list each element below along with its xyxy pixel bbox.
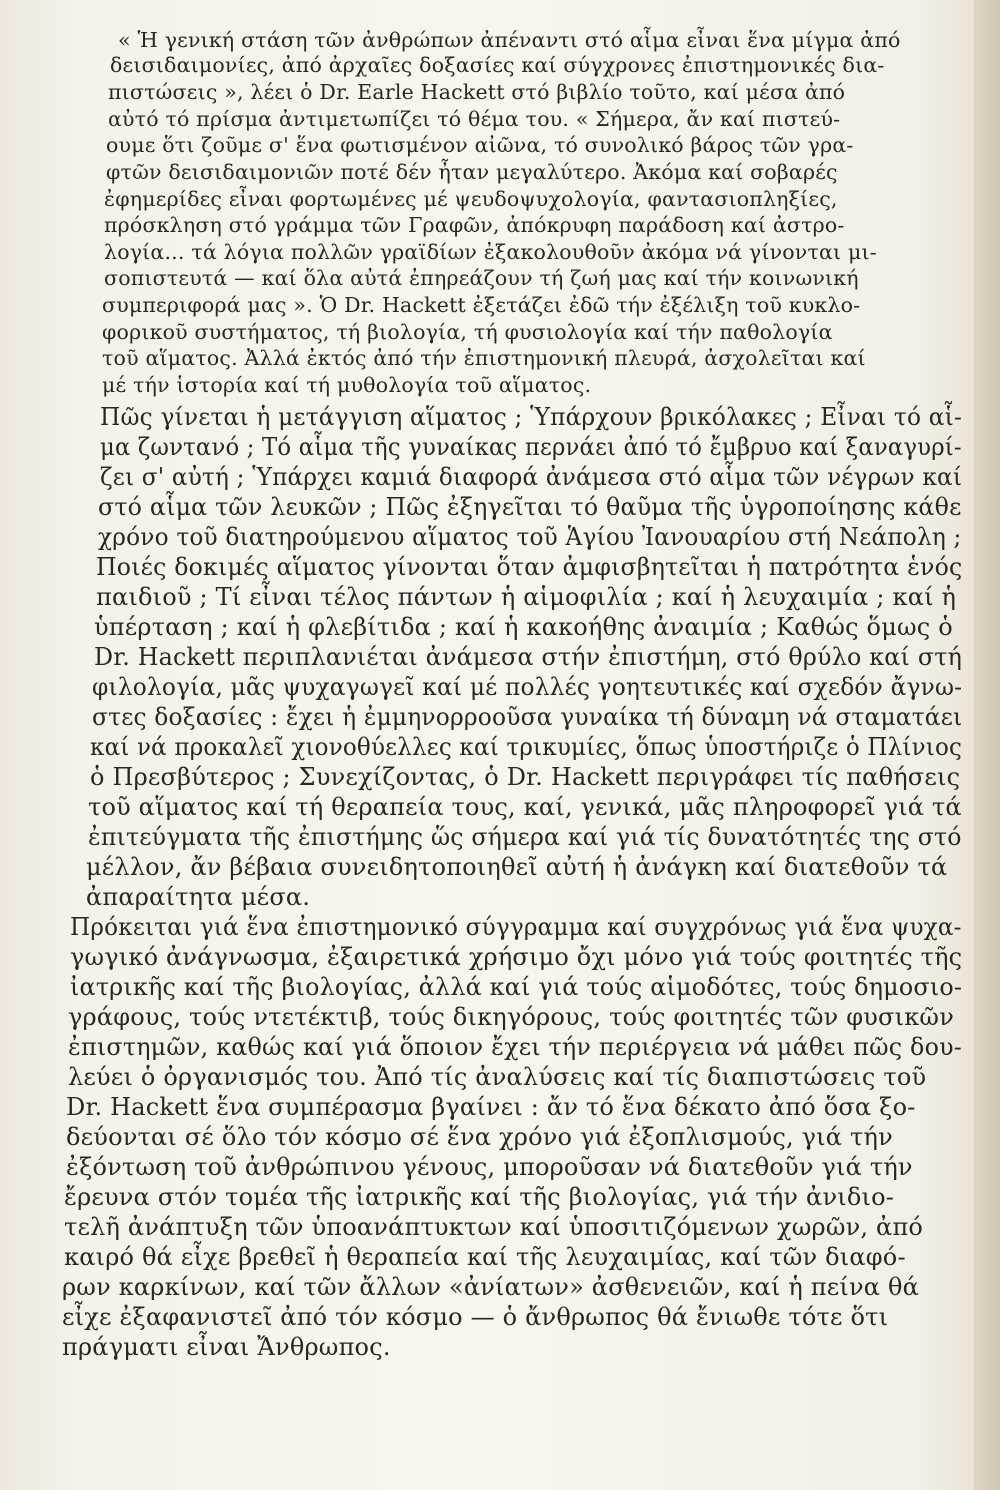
text-line: Πρόκειται γιά ἕνα ἐπιστημονικό σύγγραμμα καί συγχρόνως γιά ἕνα ψυχα- bbox=[70, 913, 962, 941]
text-line: ἐπιστημῶν, καθώς καί γιά ὅποιον ἔχει τήν περιέργεια νά μάθει πῶς δου- bbox=[68, 1033, 963, 1061]
text-line: Dr. Hackett ἕνα συμπέρασμα βγαίνει : ἄν τό ἕνα δέκατο ἀπό ὅσα ξο- bbox=[66, 1093, 916, 1121]
text-line: χρόνο τοῦ διατηρούμενου αἵματος τοῦ Ἁγίου Ἰανουαρίου στή Νεάπολη ; bbox=[98, 523, 962, 551]
text-line: τοῦ αἵματος καί τή θεραπεία τους, καί, γενικά, μᾶς πληροφορεῖ γιά τά bbox=[88, 793, 962, 821]
text-line: μέ τήν ἱστορία καί τή μυθολογία τοῦ αἵματος. bbox=[102, 373, 592, 397]
text-line: γωγικό ἀνάγνωσμα, ἐξαιρετικά χρήσιμο ὄχι μόνο γιά τούς φοιτητές τῆς bbox=[70, 943, 963, 971]
text-line: πράγματι εἶναι Ἄνθρωπος. bbox=[62, 1333, 391, 1361]
text-line: τελῆ ἀνάπτυξη τῶν ὑποανάπτυκτων καί ὑποσιτιζόμενων χωρῶν, ἀπό bbox=[64, 1213, 924, 1241]
text-line: πρόσκληση στό γράμμα τῶν Γραφῶν, ἀπόκρυφη παράδοση καί ἀστρο- bbox=[104, 213, 845, 237]
text-line: φιλολογία, μᾶς ψυχαγωγεῖ καί μέ πολλές γοητευτικές καί σχεδόν ἄγνω- bbox=[92, 673, 963, 701]
text-line: καί νά προκαλεῖ χιονοθύελλες καί τρικυμίες, ὅπως ὑποστήριζε ὁ Πλίνιος bbox=[90, 733, 963, 761]
text-line: ἰατρικῆς καί τῆς βιολογίας, ἀλλά καί γιά τούς αἱμοδότες, τούς δημοσιο- bbox=[70, 973, 963, 1001]
text-line: δεισιδαιμονίες, ἀπό ἀρχαῖες δοξασίες καί σύγχρονες ἐπιστημονικές δια- bbox=[110, 53, 885, 77]
text-line: φορικοῦ συστήματος, τή βιολογία, τή φυσιολογία καί τήν παθολογία bbox=[102, 320, 833, 344]
text-line: ὑπέρταση ; καί ἡ φλεβίτιδα ; καί ἡ κακοήθης ἀναιμία ; Καθώς ὅμως ὁ bbox=[94, 613, 953, 641]
text-line: γράφους, τούς ντετέκτιβ, τούς δικηγόρους, τούς φοιτητές τῶν φυσικῶν bbox=[68, 1003, 954, 1031]
text-line: πιστώσεις », λέει ὁ Dr. Earle Hackett στό βιβλίο τοῦτο, καί μέσα ἀπό bbox=[108, 80, 846, 104]
text-line: ζει σ' αὐτή ; Ὑπάρχει καμιά διαφορά ἀνάμεσα στό αἷμα τῶν νέγρων καί bbox=[100, 463, 963, 491]
text-line: ἐπιτεύγματα τῆς ἐπιστήμης ὥς σήμερα καί γιά τίς δυνατότητές της στό bbox=[88, 823, 962, 851]
text-line: ουμε ὅτι ζοῦμε σ' ἕνα φωτισμένον αἰῶνα, τό συνολικό βάρος τῶν γρα- bbox=[106, 133, 854, 157]
text-line: ἔρευνα στόν τομέα τῆς ἰατρικῆς καί τῆς βιολογίας, γιά τήν ἀνιδιο- bbox=[64, 1183, 895, 1211]
text-line: στες δοξασίες : ἔχει ἡ ἐμμηνορροοῦσα γυναίκα τή δύναμη νά σταματάει bbox=[92, 703, 963, 731]
text-line: λογία... τά λόγια πολλῶν γραϊδίων ἐξακολουθοῦν ἀκόμα νά γίνονται μι- bbox=[104, 240, 877, 264]
text-line: τοῦ αἵματος. Ἀλλά ἐκτός ἀπό τήν ἐπιστημονική πλευρά, ἀσχολεῖται καί bbox=[102, 346, 866, 370]
text-line: στό αἷμα τῶν λευκῶν ; Πῶς ἐξηγεῖται τό θαῦμα τῆς ὑγροποίησης κάθε bbox=[98, 493, 962, 521]
text-line: λεύει ὁ ὀργανισμός του. Ἀπό τίς ἀναλύσεις καί τίς διαπιστώσεις τοῦ bbox=[68, 1063, 927, 1091]
text-line: συμπεριφορά μας ». Ὁ Dr. Hackett ἐξετάζει ἐδῶ τήν ἐξέλιξη τοῦ κυκλο- bbox=[102, 293, 861, 317]
text-line: αὐτό τό πρίσμα ἀντιμετωπίζει τό θέμα του. « Σήμερα, ἄν καί πιστεύ- bbox=[108, 107, 841, 131]
text-line: μέλλον, ἄν βέβαια συνειδητοποιηθεῖ αὐτή ἡ ἀνάγκη καί διατεθοῦν τά bbox=[86, 853, 948, 881]
text-line: σοπιστευτά — καί ὅλα αὐτά ἐπηρεάζουν τή ζωή μας καί τήν κοινωνική bbox=[104, 266, 859, 290]
text-line: παιδιοῦ ; Τί εἶναι τέλος πάντων ἡ αἱμοφιλία ; καί ἡ λευχαιμία ; καί ἡ bbox=[96, 583, 957, 611]
text-line: Πῶς γίνεται ἡ μετάγγιση αἵματος ; Ὑπάρχουν βρικόλακες ; Εἶναι τό αἷ- bbox=[100, 403, 963, 431]
text-line: καιρό θά εἶχε βρεθεῖ ἡ θεραπεία καί τῆς λευχαιμίας, καί τῶν διαφό- bbox=[64, 1243, 906, 1271]
text-line: ἐξόντωση τοῦ ἀνθρώπινου γένους, μποροῦσαν νά διατεθοῦν γιά τήν bbox=[66, 1153, 913, 1181]
text-line: εἶχε ἐξαφανιστεῖ ἀπό τόν κόσμο — ὁ ἄνθρωπος θά ἔνιωθε τότε ὅτι bbox=[62, 1303, 889, 1331]
text-line: ὁ Πρεσβύτερος ; Συνεχίζοντας, ὁ Dr. Hackett περιγράφει τίς παθήσεις bbox=[90, 763, 961, 791]
text-line: δεύονται σέ ὅλο τόν κόσμο σέ ἕνα χρόνο γιά ἐξοπλισμούς, γιά τήν bbox=[66, 1123, 893, 1151]
text-line: μα ζωντανό ; Τό αἷμα τῆς γυναίκας περνάει ἀπό τό ἔμβρυο καί ξαναγυρί- bbox=[100, 433, 962, 461]
text-line: ἐφημερίδες εἶναι φορτωμένες μέ ψευδοψυχολογία, φαντασιοπληξίες, bbox=[104, 187, 838, 211]
text-line: Dr. Hackett περιπλανιέται ἀνάμεσα στήν ἐπιστήμη, στό θρύλο καί στή bbox=[94, 643, 963, 671]
text-line: « Ἡ γενική στάση τῶν ἀνθρώπων ἀπέναντι στό αἷμα εἶναι ἕνα μίγμα ἀπό bbox=[118, 28, 901, 52]
text-line: ἀπαραίτητα μέσα. bbox=[86, 883, 311, 911]
text-line: ρων καρκίνων, καί τῶν ἄλλων «ἀνίατων» ἀσθενειῶν, καί ἡ πείνα θά bbox=[62, 1273, 920, 1301]
text-line: φτῶν δεισιδαιμονιῶν ποτέ δέν ἦταν μεγαλύτερο. Ἀκόμα καί σοβαρές bbox=[106, 160, 838, 184]
text-line: Ποιές δοκιμές αἵματος γίνονται ὅταν ἀμφισβητεῖται ἡ πατρότητα ἑνός bbox=[96, 553, 963, 581]
